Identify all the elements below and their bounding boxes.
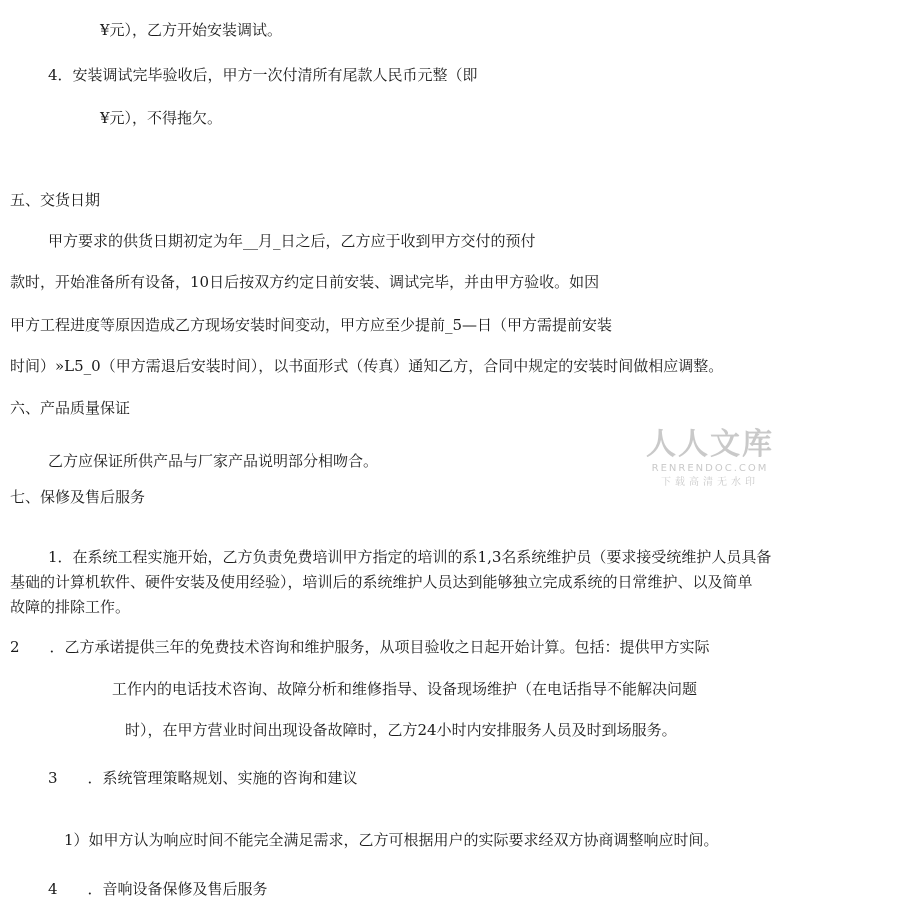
text-line: ¥元），乙方开始安装调试。 — [100, 21, 283, 39]
section-heading: 七、保修及售后服务 — [10, 488, 146, 506]
text-line: 3 ．系统管理策略规划、实施的咨询和建议 — [48, 769, 358, 787]
watermark-title: 人人文库 — [646, 427, 774, 462]
text-line: 乙方应保证所供产品与厂家产品说明部分相吻合。 — [48, 452, 379, 470]
text-line: 1．在系统工程实施开始，乙方负责免费培训甲方指定的培训的系1,3名系统维护员（要求接受统维护人员具备 — [48, 548, 772, 566]
text-line: 4．安装调试完毕验收后，甲方一次付清所有尾款人民币元整（即 — [48, 66, 478, 84]
watermark-slogan: 下载高清无水印 — [661, 477, 759, 488]
text-line: ¥元），不得拖欠。 — [100, 109, 223, 127]
text-line: 款时，开始准备所有设备，10日后按双方约定日前安装、调试完毕，并由甲方验收。如因 — [10, 273, 600, 291]
text-line: 甲方工程进度等原因造成乙方现场安装时间变动，甲方应至少提前_5—日（甲方需提前安装 — [10, 316, 613, 334]
watermark-logo — [640, 428, 780, 490]
text-line: 基础的计算机软件、硬件安装及使用经验），培训后的系统维护人员达到能够独立完成系统的日常维护、以及简单 — [10, 573, 753, 591]
text-line: 故障的排除工作。 — [10, 598, 131, 616]
section-heading: 六、产品质量保证 — [10, 399, 131, 417]
text-line: 甲方要求的供货日期初定为年__月_日之后，乙方应于收到甲方交付的预付 — [48, 232, 536, 250]
watermark-domain: RENRENDOC.COM — [651, 463, 769, 474]
text-line: 时间）»L5_0（甲方需退后安装时间），以书面形式（传真）通知乙方，合同中规定的安装时间做相应调整。 — [10, 357, 724, 375]
text-line: 2 ．乙方承诺提供三年的免费技术咨询和维护服务，从项目验收之日起开始计算。包括：提供甲方实际 — [10, 638, 710, 656]
text-line: 工作内的电话技术咨询、故障分析和维修指导、设备现场维护（在电话指导不能解决问题 — [112, 680, 698, 698]
text-line: 1）如甲方认为响应时间不能完全满足需求，乙方可根据用户的实际要求经双方协商调整响应时间。 — [64, 831, 719, 849]
section-heading: 五、交货日期 — [10, 191, 101, 209]
text-line: 时），在甲方营业时间出现设备故障时，乙方24小时内安排服务人员及时到场服务。 — [125, 721, 677, 739]
text-line: 4 ．音响设备保修及售后服务 — [48, 880, 268, 898]
